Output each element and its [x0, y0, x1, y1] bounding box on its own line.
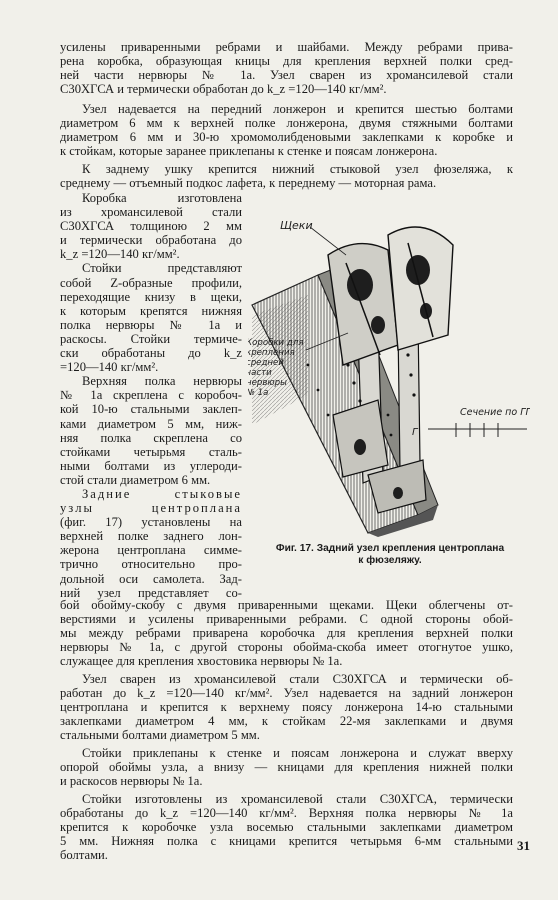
text-line: крепится к коробочке узла восемью стальными заклепками диаметром — [60, 820, 513, 835]
text-line: обработаны до k_z =120—140 кг/мм². Верхняя полка нервюры № 1а — [60, 806, 513, 821]
text-line: служащее для крепления хвостовика нервюры № 1а. — [60, 654, 343, 669]
text-line: верстиями и усилены приваренными ребрами. С одной стороны обой- — [60, 612, 513, 627]
label-box-line: средней — [248, 358, 284, 368]
paragraph-3 — [60, 162, 513, 190]
text-line: к которым крепятся нижняя — [60, 303, 242, 318]
text-line: узлы центроплана — [60, 501, 242, 516]
text-line: Стойки представляют — [82, 261, 242, 276]
figure-caption — [252, 543, 528, 567]
label-box-line: части — [248, 368, 272, 378]
text-line: Стойки изготовлены из хромансилевой стали С30ХГСА, термически — [82, 792, 513, 806]
figure-17-drawing — [248, 215, 530, 537]
text-line: стальными болтами диаметром 5 мм. — [60, 728, 260, 743]
text-line: раскосы. Стойки термиче- — [60, 331, 242, 346]
text-line: и термически обработана до — [60, 233, 242, 248]
text-line: центроплана и крепится к верхнему поясу лонжерона 14-ю стальными — [60, 700, 513, 715]
paragraph-1 — [60, 40, 513, 96]
text-line: диаметром 6 мм к верхней полке лонжерона, двумя стяжными болтами — [60, 116, 513, 131]
text-line: Коробка изготовлена — [82, 191, 242, 205]
text-line: заклепками диаметром 4 мм, к стойкам 22-мя заклепками и двумя — [60, 714, 513, 729]
label-g: Г — [412, 427, 418, 438]
label-box-line: № 1а — [248, 388, 269, 398]
text-line: мы между ребрами приварена коробочка для крепления верхней полки — [60, 626, 513, 641]
paragraph-7 — [60, 792, 513, 862]
rear-joint-illustration — [248, 215, 530, 537]
text-line: среднему — отъемный подкос лафета, к переднему — моторная рама. — [60, 176, 437, 191]
label-box-line: Коробки для — [248, 338, 304, 348]
text-line: из хромансилевой стали — [60, 205, 242, 220]
text-line: усилены приваренными ребрами и шайбами. Между ребрами прива- — [60, 40, 513, 54]
caption-line: к фюзеляжу. — [358, 555, 422, 566]
label-box-line: нервюры — [248, 378, 287, 388]
hole — [371, 316, 385, 334]
text-line: диаметром 6 мм и 30-ю хромомолибденовыми заклепками к коробке и — [60, 130, 513, 145]
text-line: собой Z-образные профили, — [60, 275, 242, 290]
label-section: Сечение по ГГ — [460, 407, 530, 418]
text-line: болтами. — [60, 848, 108, 863]
hole — [347, 269, 373, 301]
text-line: верхней полке заднего лон- — [60, 529, 242, 544]
label-box-line: крепления — [248, 348, 295, 358]
text-line: стой стали диаметром 6 мм. — [60, 472, 211, 487]
text-line: ными болтами из углероди- — [60, 458, 242, 473]
text-line: работан до k_z =120—140 кг/мм². Узел надевается на задний лонжерон — [60, 686, 513, 701]
text-line: стойками четырьмя сталь- — [60, 444, 242, 459]
page-number: 31 — [517, 838, 530, 853]
text-line: k_z =120—140 кг/мм². — [60, 247, 180, 262]
text-line: бой обойму-скобу с двумя приваренными щеками. Щеки облегчены от- — [60, 598, 513, 612]
text-line: ски обработаны до k_z — [60, 346, 242, 361]
paragraph-4-continued — [60, 598, 513, 668]
label-cheeks: Щеки — [280, 219, 313, 232]
text-line: опорой обоймы узла, а внизу — кницами для крепления нижней полки — [60, 760, 513, 775]
paragraph-6 — [60, 746, 513, 788]
text-line: № 1а скреплена с коробоч- — [60, 388, 242, 403]
text-line: ний узел представляет со- — [60, 585, 242, 600]
text-line: Узел надевается на передний лонжерон и крепится шестью болтами — [82, 102, 513, 116]
left-column-text — [60, 191, 242, 600]
text-line: няя полка скреплена со — [60, 430, 242, 445]
text-line: Задние стыковые — [82, 486, 242, 501]
text-line: (фиг. 17) установлены на — [60, 515, 242, 530]
text-line: нервюры № 1а, с другой стороны обойма-скоба имеет отогнутое ушко, — [60, 640, 513, 655]
text-line: Узел сварен из хромансилевой стали С30ХГСА и термически об- — [82, 672, 513, 686]
text-line: рена коробка, образующая кницы для крепления верхней полки сред- — [60, 54, 513, 69]
text-line: =120—140 кг/мм². — [60, 360, 159, 375]
text-line: трично относительно про- — [60, 557, 242, 572]
text-line: Верхняя полка нервюры — [82, 374, 242, 389]
text-line: С30ХГСА толщиною 2 мм — [60, 219, 242, 234]
text-line: жерона центроплана симме- — [60, 543, 242, 558]
text-line: С30ХГСА и термически обработан до k_z =120—140 кг/мм². — [60, 82, 387, 97]
text-line: переходящие книзу в щеки, — [60, 289, 242, 304]
text-line: к стойкам, которые заранее приклепаны к стенке и поясам лонжерона. — [60, 144, 438, 159]
text-line: дольной оси самолета. Зад- — [60, 571, 242, 586]
text-line: ней части нервюры № 1а. Узел сварен из хромансилевой стали — [60, 68, 513, 83]
text-line: 5 мм. Нижняя полка с кницами крепится четырьмя 6-мм стальными — [60, 834, 513, 849]
text-line: кой 10-ю стальными заклеп- — [60, 402, 242, 417]
text-line: полка нервюры № 1а и — [60, 317, 242, 332]
text-line: ками диаметром 5 мм, ниж- — [60, 416, 242, 431]
text-line: и раскосов нервюры № 1а. — [60, 774, 203, 789]
text-line: К заднему ушку крепится нижний стыковой узел фюзеляжа, к — [82, 162, 513, 176]
paragraph-2 — [60, 102, 513, 158]
paragraph-5 — [60, 672, 513, 742]
caption-line: Фиг. 17. Задний узел крепления центроплана — [275, 543, 505, 554]
text-line: Стойки приклепаны к стенке и поясам лонжерона и служат вверху — [82, 746, 513, 760]
